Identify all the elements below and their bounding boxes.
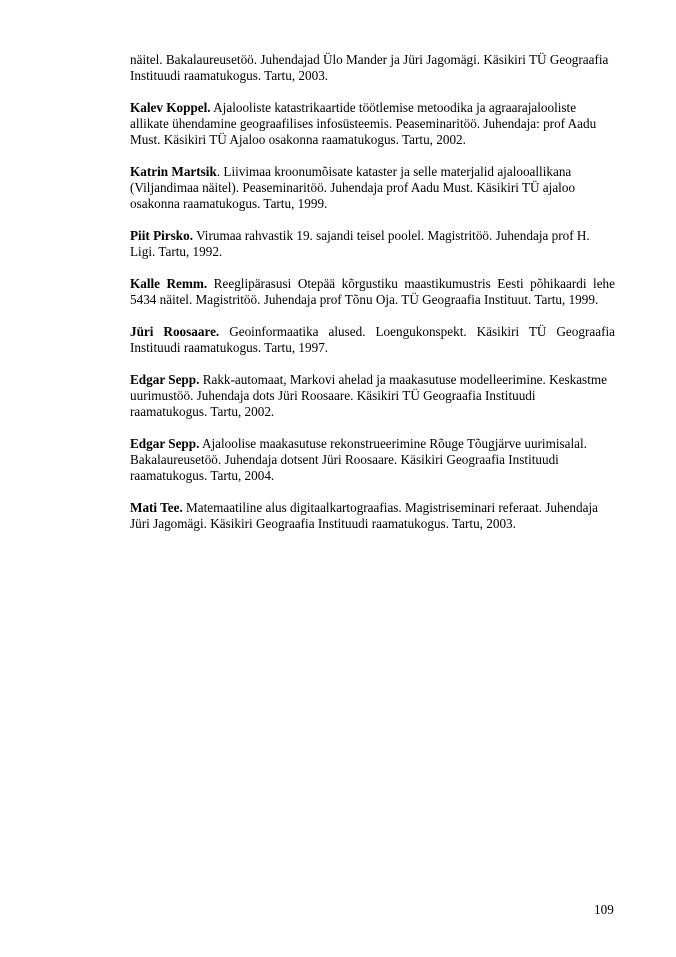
reference-text: näitel. Bakalaureusetöö. Juhendajad Ülo Mander ja Jüri Jagomägi. Käsikiri TÜ Geograafia Instituudi raamatukogus. Tartu, 2003. [130,52,609,83]
reference-entry [130,52,615,84]
reference-text: Reeglipärasusi Otepää kõrgustiku maastikumustris Eesti põhikaardi lehe 5434 näitel. Magistritöö. Juhendaja prof Tõnu Oja. TÜ Geograafia Instituut. Tartu, 1999. [130,276,616,307]
reference-text: Geoinformaatika alused. Loengukonspekt. Käsikiri TÜ Geograafia Instituudi raamatukogus. Tartu, 1997. [130,324,615,355]
reference-text: Ajaloolise maakasutuse rekonstrueerimine Rõuge Tõugjärve uurimisalal. Bakalaureusetöö. Juhendaja dotsent Jüri Roosaare. Käsikiri Geograafia Instituudi raamatukogus. Tartu, 2004. [130,436,587,483]
reference-author: Kalle Remm. [130,276,208,291]
reference-entry [130,436,615,484]
reference-author: Jüri Roosaare. [130,324,220,339]
reference-entry [130,228,615,260]
document-page [130,52,615,548]
reference-entry [130,324,615,356]
page-number: 109 [594,902,614,917]
reference-text: Rakk-automaat, Markovi ahelad ja maakasutuse modelleerimine. Keskastme uurimustöö. Juhendaja dots Jüri Roosaare. Käsikiri TÜ Geograafia Instituudi raamatukogus. Tartu, 2002. [130,372,607,419]
reference-author: Edgar Sepp. [130,372,200,387]
reference-entry [130,276,615,308]
reference-author: Kalev Koppel. [130,100,211,115]
reference-author: Mati Tee. [130,500,183,515]
reference-text: Matemaatiline alus digitaalkartograafias. Magistriseminari referaat. Juhendaja Jüri Jagomägi. Käsikiri Geograafia Instituudi raamatukogus. Tartu, 2003. [130,500,598,531]
reference-author: Katrin Martsik [130,164,217,179]
reference-author: Piit Pirsko. [130,228,194,243]
reference-entry [130,500,615,532]
reference-entry [130,372,615,420]
reference-text: Ajalooliste katastrikaartide töötlemise metoodika ja agraarajalooliste allikate ühendamine geograafilises infosüsteemis. Peaseminaritöö. Juhendaja: prof Aadu Must. Käsikiri TÜ Ajaloo osakonna raamatukogus. Tartu, 2002. [130,100,597,147]
reference-author: Edgar Sepp. [130,436,200,451]
reference-text: Virumaa rahvastik 19. sajandi teisel poolel. Magistritöö. Juhendaja prof H. Ligi. Tartu, 1992. [130,228,590,259]
reference-entry [130,164,615,212]
reference-entry [130,100,615,148]
reference-text: . Liivimaa kroonumõisate kataster ja selle materjalid ajalooallikana (Viljandimaa näitel). Peaseminaritöö. Juhendaja prof Aadu Must. Käsikiri TÜ ajaloo osakonna raamatukogus. Tartu, 1999. [130,164,576,211]
